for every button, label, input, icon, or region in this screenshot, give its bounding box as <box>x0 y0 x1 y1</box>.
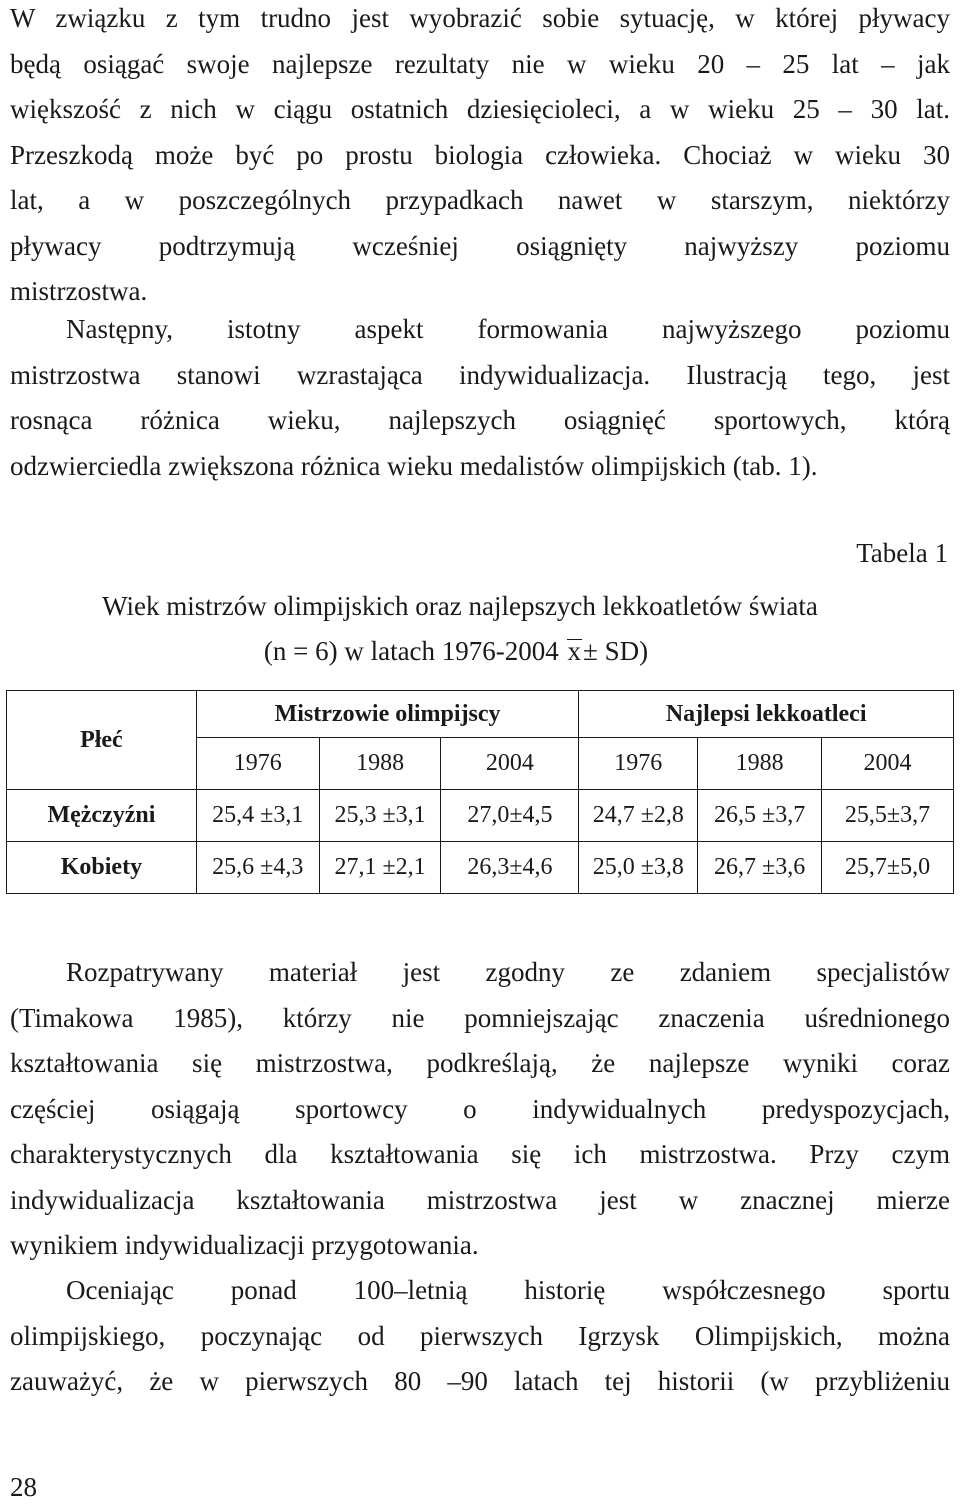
paragraph-line: charakterystycznych dla kształtowania się ich mistrzostwa. Przy czym <box>10 1139 950 1169</box>
paragraph-line: kształtowania się mistrzostwa, podkreślają, że najlepsze wyniki coraz <box>10 1048 950 1078</box>
table-cell: 25,6 ±4,3 <box>196 842 319 894</box>
table-cell: 25,4 ±3,1 <box>196 790 319 842</box>
table-caption-line-1: Wiek mistrzów olimpijskich oraz najlepszych lekkoatletów świata <box>102 591 818 621</box>
table-row <box>7 790 954 842</box>
header-year: 1988 <box>319 738 441 790</box>
header-year: 1976 <box>196 738 319 790</box>
header-year: 1976 <box>579 738 698 790</box>
header-group-olympic-champions: Mistrzowie olimpijscy <box>196 691 579 738</box>
table-header-row-groups <box>7 691 954 738</box>
paragraph-3 <box>10 950 950 1269</box>
paragraph-line: mistrzostwa. <box>10 276 148 306</box>
paragraph-line: Następny, istotny aspekt formowania najwyższego poziomu <box>66 314 950 344</box>
row-label: Mężczyźni <box>7 790 197 842</box>
caption-suffix: ± SD) <box>583 636 649 666</box>
paragraph-line: olimpijskiego, poczynając od pierwszych Igrzysk Olimpijskich, można <box>10 1320 950 1351</box>
table-cell: 24,7 ±2,8 <box>579 790 698 842</box>
paragraph-2 <box>10 307 950 489</box>
caption-prefix: (n = 6) w latach 1976-2004 <box>263 636 559 666</box>
paragraph-4 <box>10 1268 950 1405</box>
paragraph-line: mistrzostwa stanowi wzrastająca indywidualizacja. Ilustracją tego, jest <box>10 359 950 390</box>
paragraph-1 <box>10 0 950 315</box>
row-label: Kobiety <box>7 842 197 894</box>
header-year: 2004 <box>441 738 579 790</box>
table-cell: 26,7 ±3,6 <box>698 842 822 894</box>
table-cell: 25,3 ±3,1 <box>319 790 441 842</box>
table-cell: 25,5±3,7 <box>822 790 954 842</box>
header-year: 2004 <box>822 738 954 790</box>
paragraph-line: częściej osiągają sportowcy o indywidualnych predyspozycjach, <box>10 1093 950 1124</box>
paragraph-line: indywidualizacja kształtowania mistrzostwa jest w znacznej mierze <box>10 1184 950 1215</box>
paragraph-line: Oceniając ponad 100–letnią historię współczesnego sportu <box>66 1275 950 1305</box>
table-cell: 26,3±4,6 <box>441 842 579 894</box>
mean-symbol: x <box>567 636 582 666</box>
table-row <box>7 842 954 894</box>
table-cell: 26,5 ±3,7 <box>698 790 822 842</box>
paragraph-line: (Timakowa 1985), którzy nie pomniejszając znaczenia uśrednionego <box>10 1002 950 1033</box>
paragraph-line: W związku z tym trudno jest wyobrazić sobie sytuację, w której pływacy <box>10 3 950 33</box>
paragraph-line: odzwierciedla zwiększona różnica wieku medalistów olimpijskich (tab. 1). <box>10 450 818 481</box>
page-number: 28 <box>10 1472 37 1502</box>
paragraph-line: będą osiągać swoje najlepsze rezultaty nie w wieku 20 – 25 lat – jak <box>10 48 950 79</box>
table-cell: 25,7±5,0 <box>822 842 954 894</box>
table-cell: 25,0 ±3,8 <box>579 842 698 894</box>
age-table <box>6 690 954 894</box>
paragraph-line: Przeszkodą może być po prostu biologia człowieka. Chociaż w wieku 30 <box>10 139 950 170</box>
table-cell: 27,1 ±2,1 <box>319 842 441 894</box>
table-label: Tabela 1 <box>856 538 948 568</box>
paragraph-line: pływacy podtrzymują wcześniej osiągnięty najwyższy poziomu <box>10 230 950 261</box>
table-cell: 27,0±4,5 <box>441 790 579 842</box>
header-year: 1988 <box>698 738 822 790</box>
paragraph-line: większość z nich w ciągu ostatnich dziesięcioleci, a w wieku 25 – 30 lat. <box>10 94 950 124</box>
paragraph-line: zauważyć, że w pierwszych 80 –90 latach tej historii (w przybliżeniu <box>10 1366 950 1396</box>
header-group-best-athletes: Najlepsi lekkoatleci <box>579 691 954 738</box>
paragraph-line: wynikiem indywidualizacji przygotowania. <box>10 1230 479 1260</box>
header-sex: Płeć <box>7 691 197 790</box>
paragraph-line: rosnąca różnica wieku, najlepszych osiągnięć sportowych, którą <box>10 405 950 435</box>
table-caption-line-2 <box>0 636 936 667</box>
paragraph-line: lat, a w poszczególnych przypadkach nawet w starszym, niektórzy <box>10 185 950 215</box>
paragraph-line: Rozpatrywany materiał jest zgodny ze zdaniem specjalistów <box>66 957 950 987</box>
